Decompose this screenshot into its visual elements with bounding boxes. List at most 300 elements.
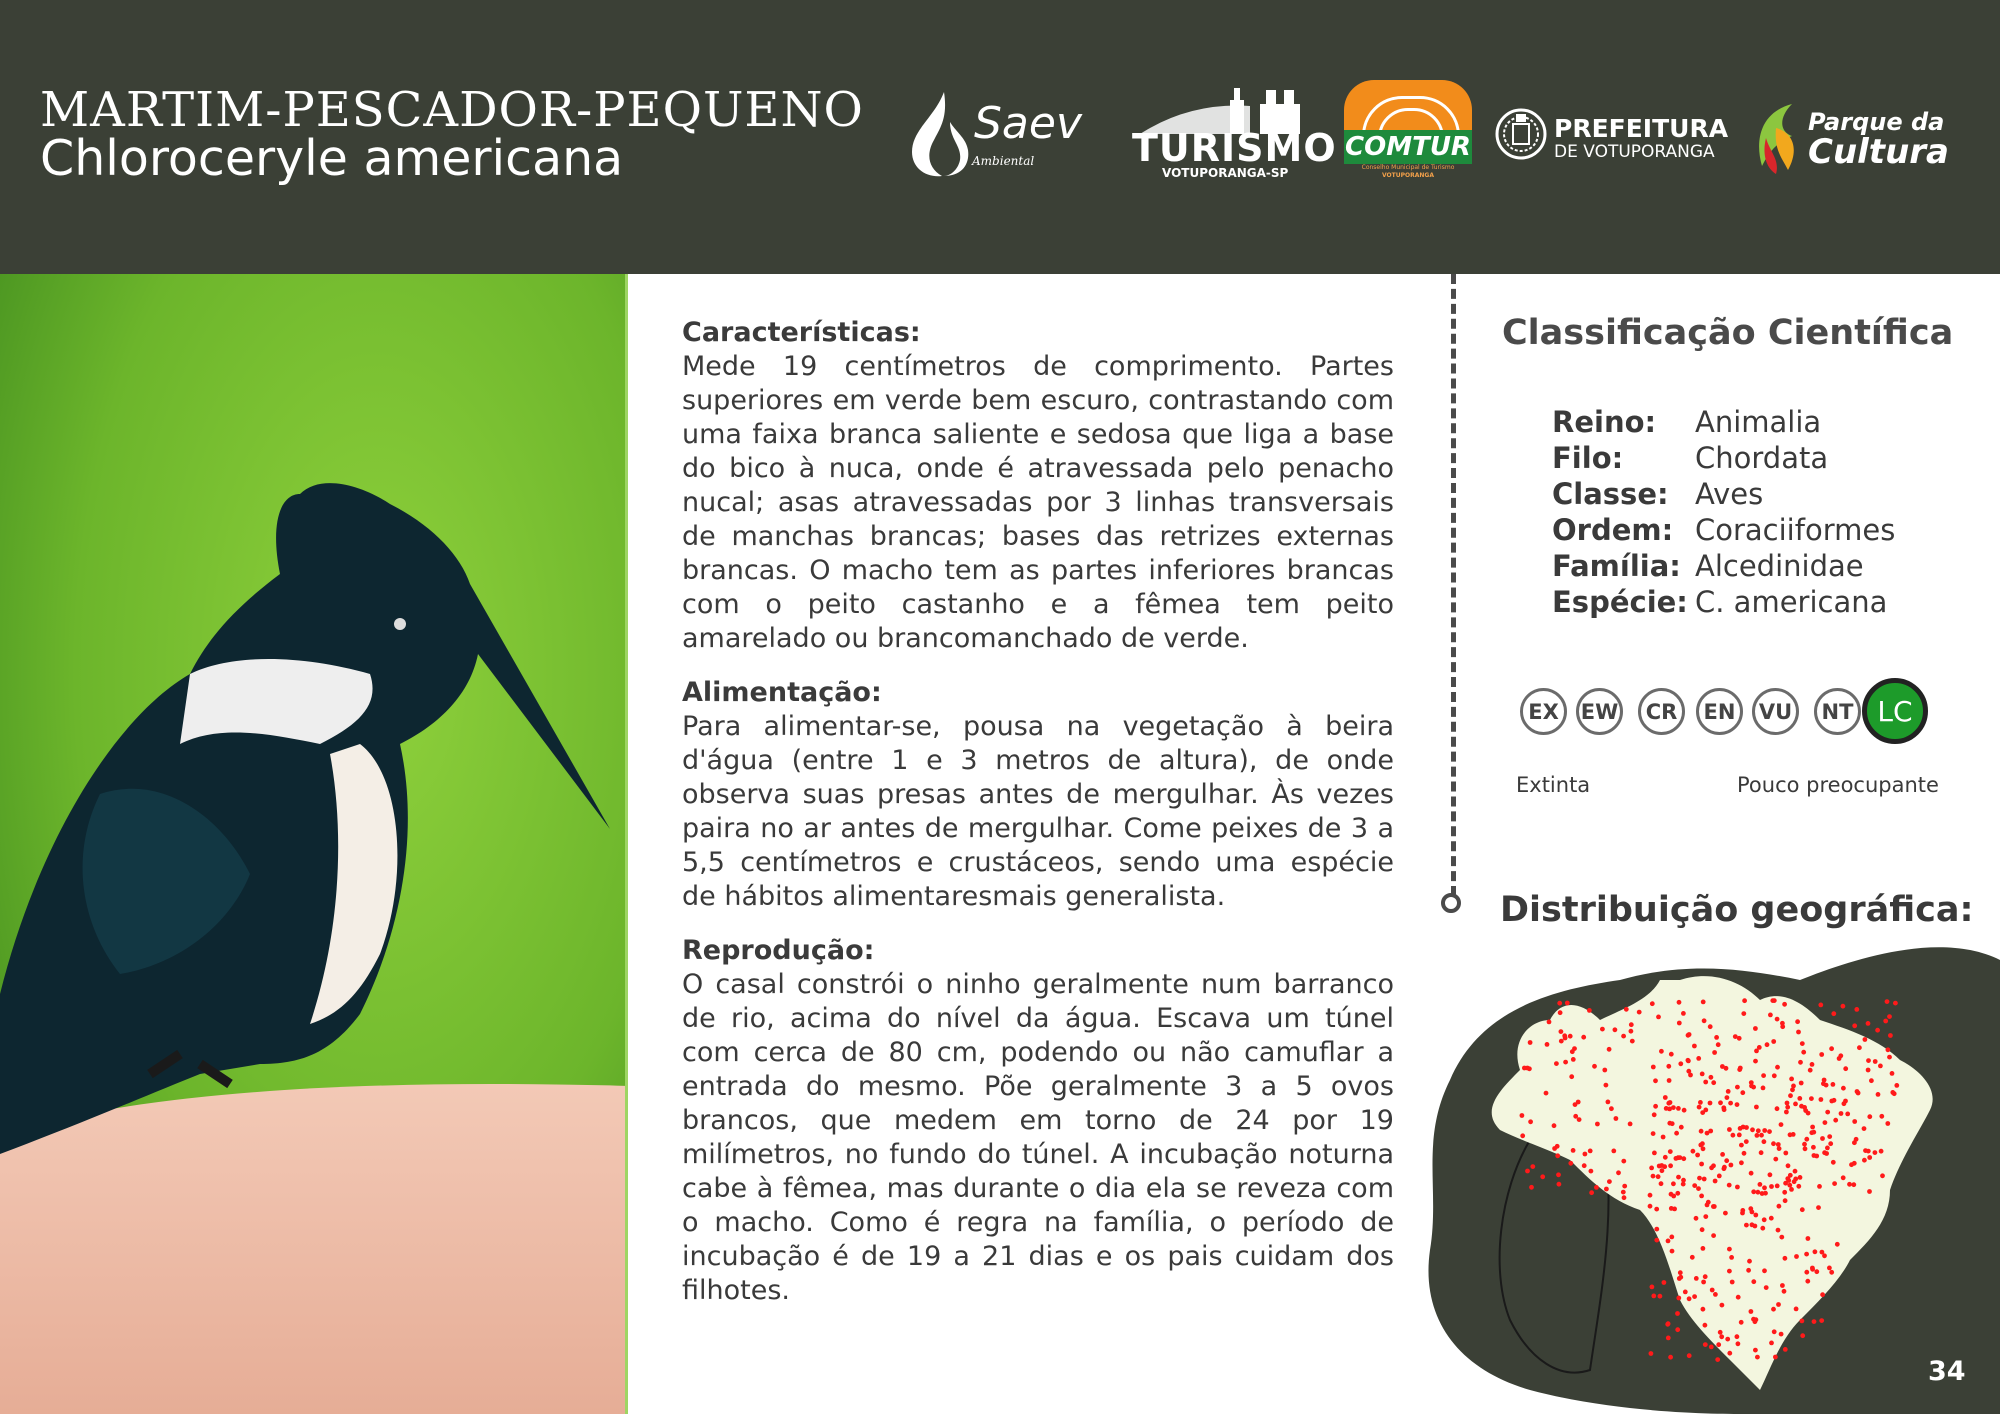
occurrence-dot bbox=[1737, 1036, 1742, 1041]
occurrence-dot bbox=[1753, 1026, 1758, 1031]
occurrence-dot bbox=[1702, 1177, 1707, 1182]
occurrence-dot bbox=[1595, 1122, 1600, 1127]
occurrence-dot bbox=[1810, 1266, 1815, 1271]
occurrence-dot bbox=[1650, 1001, 1655, 1006]
occurrence-dot bbox=[1571, 1148, 1576, 1153]
occurrence-dot bbox=[1768, 1172, 1773, 1177]
occurrence-dot bbox=[1653, 1078, 1658, 1083]
occurrence-dot bbox=[1728, 1101, 1733, 1106]
classification-key: Filo: bbox=[1552, 441, 1624, 475]
occurrence-dot bbox=[1709, 1345, 1714, 1350]
occurrence-dot bbox=[1705, 1203, 1710, 1208]
occurrence-dot bbox=[1775, 1106, 1780, 1111]
classification-key: Classe: bbox=[1552, 477, 1669, 511]
occurrence-dot bbox=[1876, 1092, 1881, 1097]
occurrence-dot bbox=[1799, 1081, 1804, 1086]
occurrence-dot bbox=[1554, 1061, 1559, 1066]
occurrence-dot bbox=[1762, 1139, 1767, 1144]
occurrence-dot bbox=[1703, 1108, 1708, 1113]
occurrence-dot bbox=[1886, 1047, 1891, 1052]
occurrence-dot bbox=[1629, 1022, 1634, 1027]
occurrence-dot bbox=[1651, 1065, 1656, 1070]
occurrence-dot bbox=[1779, 1332, 1784, 1337]
occurrence-dot bbox=[1782, 1002, 1787, 1007]
occurrence-dot bbox=[1841, 1086, 1846, 1091]
occurrence-dot bbox=[1744, 1223, 1749, 1228]
section-title-reproducao: Reprodução: bbox=[682, 935, 875, 966]
occurrence-dot bbox=[1520, 1133, 1525, 1138]
occurrence-dot bbox=[1563, 1036, 1568, 1041]
occurrence-dot bbox=[1751, 1279, 1756, 1284]
occurrence-dot bbox=[1694, 1276, 1699, 1281]
occurrence-dot bbox=[1825, 1110, 1830, 1115]
description-column bbox=[682, 316, 1394, 1328]
occurrence-dot bbox=[1793, 1169, 1798, 1174]
occurrence-dot bbox=[1692, 1044, 1697, 1049]
occurrence-dot bbox=[1863, 1148, 1868, 1153]
occurrence-dot bbox=[1755, 1133, 1760, 1138]
classification-value: C. americana bbox=[1695, 585, 1888, 619]
occurrence-dot bbox=[1677, 1000, 1682, 1005]
occurrence-dot bbox=[1529, 1185, 1534, 1190]
occurrence-dot bbox=[1665, 1322, 1670, 1327]
divider-end-circle bbox=[1441, 893, 1461, 913]
status-badge-ew: EW bbox=[1576, 688, 1623, 735]
occurrence-dot bbox=[1769, 1216, 1774, 1221]
occurrence-dot bbox=[1663, 1095, 1668, 1100]
occurrence-dot bbox=[1769, 1184, 1774, 1189]
occurrence-dot bbox=[1869, 1078, 1874, 1083]
occurrence-dot bbox=[1604, 1083, 1609, 1088]
occurrence-dot bbox=[1557, 1182, 1562, 1187]
occurrence-dot bbox=[1747, 1259, 1752, 1264]
occurrence-dot bbox=[1556, 1172, 1561, 1177]
occurrence-dot bbox=[1829, 1270, 1834, 1275]
occurrence-dot bbox=[1668, 1355, 1673, 1360]
occurrence-dot bbox=[1725, 1095, 1730, 1100]
occurrence-dot bbox=[1674, 1131, 1679, 1136]
occurrence-dot bbox=[1727, 1127, 1732, 1132]
occurrence-dot bbox=[1735, 1334, 1740, 1339]
occurrence-dot bbox=[1776, 1302, 1781, 1307]
occurrence-dot bbox=[1696, 1056, 1701, 1061]
occurrence-dot bbox=[1744, 1125, 1749, 1130]
occurrence-dot bbox=[1729, 1163, 1734, 1168]
occurrence-dot bbox=[1835, 1242, 1840, 1247]
occurrence-dot bbox=[1651, 1131, 1656, 1136]
occurrence-dot bbox=[1788, 1173, 1793, 1178]
occurrence-dot bbox=[1888, 1033, 1893, 1038]
occurrence-dot bbox=[1628, 1122, 1633, 1127]
occurrence-dot bbox=[1658, 1294, 1663, 1299]
occurrence-dot bbox=[1622, 1195, 1627, 1200]
occurrence-dot bbox=[1662, 1280, 1667, 1285]
occurrence-dot bbox=[1827, 1266, 1832, 1271]
occurrence-dot bbox=[1594, 1185, 1599, 1190]
occurrence-dot bbox=[1841, 1175, 1846, 1180]
occurrence-dot bbox=[1525, 1066, 1530, 1071]
occurrence-dot bbox=[1885, 999, 1890, 1004]
occurrence-dot bbox=[1753, 1213, 1758, 1218]
occurrence-dot bbox=[1866, 1068, 1871, 1073]
occurrence-dot bbox=[1756, 1190, 1761, 1195]
occurrence-dot bbox=[1753, 1059, 1758, 1064]
occurrence-dot bbox=[1750, 1222, 1755, 1227]
occurrence-dot bbox=[1697, 1105, 1702, 1110]
occurrence-dot bbox=[1671, 1105, 1676, 1110]
occurrence-dot bbox=[1651, 1294, 1656, 1299]
occurrence-dot bbox=[1661, 1135, 1666, 1140]
occurrence-dot bbox=[1824, 1151, 1829, 1156]
prefeitura-logo-line1: PREFEITURA bbox=[1554, 114, 1729, 143]
occurrence-dot bbox=[1692, 1183, 1697, 1188]
occurrence-dot bbox=[1761, 1073, 1766, 1078]
occurrence-dot bbox=[1810, 1062, 1815, 1067]
occurrence-dot bbox=[1588, 1149, 1593, 1154]
occurrence-dot bbox=[1703, 1342, 1708, 1347]
occurrence-dot bbox=[1683, 1290, 1688, 1295]
occurrence-dot bbox=[1803, 1146, 1808, 1151]
occurrence-dot bbox=[1686, 1069, 1691, 1074]
occurrence-dot bbox=[1695, 1153, 1700, 1158]
occurrence-dot bbox=[1765, 1042, 1770, 1047]
occurrence-dot bbox=[1726, 1089, 1731, 1094]
occurrence-dot bbox=[1773, 1355, 1778, 1360]
occurrence-dot bbox=[1676, 1175, 1681, 1180]
turismo-logo-name: TURISMO bbox=[1132, 126, 1337, 170]
occurrence-dot bbox=[1862, 1158, 1867, 1163]
occurrence-dot bbox=[1666, 1101, 1671, 1106]
occurrence-dot bbox=[1654, 1238, 1659, 1243]
occurrence-dot bbox=[1739, 1160, 1744, 1165]
occurrence-dot bbox=[1701, 1280, 1706, 1285]
occurrence-dot bbox=[1843, 1099, 1848, 1104]
occurrence-dot bbox=[1577, 1117, 1582, 1122]
occurrence-dot bbox=[1873, 1150, 1878, 1155]
occurrence-dot bbox=[1630, 1039, 1635, 1044]
occurrence-dot bbox=[1705, 1131, 1710, 1136]
occurrence-dot bbox=[1769, 1341, 1774, 1346]
occurrence-dot bbox=[1794, 1307, 1799, 1312]
occurrence-dot bbox=[1827, 1134, 1832, 1139]
kingfisher-photo bbox=[0, 274, 628, 1414]
occurrence-dot bbox=[1785, 1105, 1790, 1110]
occurrence-dot bbox=[1829, 1046, 1834, 1051]
occurrence-dot bbox=[1867, 1114, 1872, 1119]
occurrence-dot bbox=[1719, 1334, 1724, 1339]
occurrence-dot bbox=[1804, 1252, 1809, 1257]
occurrence-dot bbox=[1809, 1130, 1814, 1135]
classification-row bbox=[1552, 585, 1887, 619]
occurrence-dot bbox=[1714, 1035, 1719, 1040]
occurrence-dot bbox=[1831, 1011, 1836, 1016]
occurrence-dot bbox=[1568, 1034, 1573, 1039]
occurrence-dot bbox=[1890, 1071, 1895, 1076]
occurrence-dot bbox=[1760, 1226, 1765, 1231]
occurrence-dot bbox=[1833, 1118, 1838, 1123]
occurrence-dot bbox=[1530, 1164, 1535, 1169]
occurrence-dot bbox=[1866, 1021, 1871, 1026]
parque-cultura-logo bbox=[1752, 98, 1952, 178]
occurrence-dot bbox=[1751, 1189, 1756, 1194]
occurrence-dot bbox=[1670, 1121, 1675, 1126]
occurrence-dot bbox=[1755, 1355, 1760, 1360]
occurrence-dot bbox=[1786, 1163, 1791, 1168]
occurrence-dot bbox=[1879, 1114, 1884, 1119]
occurrence-dot bbox=[1686, 1033, 1691, 1038]
occurrence-dot bbox=[1559, 1039, 1564, 1044]
occurrence-dot bbox=[1678, 1270, 1683, 1275]
occurrence-dot bbox=[1812, 1319, 1817, 1324]
occurrence-dot bbox=[1816, 1205, 1821, 1210]
section-title-alimentacao: Alimentação: bbox=[682, 677, 882, 708]
occurrence-dot bbox=[1802, 1142, 1807, 1147]
occurrence-dot bbox=[1701, 1000, 1706, 1005]
occurrence-dot bbox=[1731, 1133, 1736, 1138]
occurrence-dot bbox=[1817, 1184, 1822, 1189]
classification-value: Aves bbox=[1695, 477, 1764, 511]
occurrence-dot bbox=[1867, 1189, 1872, 1194]
status-badge-cr: CR bbox=[1638, 688, 1685, 735]
occurrence-dot bbox=[1797, 1096, 1802, 1101]
occurrence-dot bbox=[1528, 1119, 1533, 1124]
occurrence-dot bbox=[1602, 1068, 1607, 1073]
occurrence-dot bbox=[1801, 1050, 1806, 1055]
classification-row bbox=[1552, 405, 1821, 439]
occurrence-dot bbox=[1694, 1216, 1699, 1221]
occurrence-dot bbox=[1723, 1211, 1728, 1216]
occurrence-dot bbox=[1847, 1182, 1852, 1187]
occurrence-dot bbox=[1805, 1279, 1810, 1284]
turismo-logo bbox=[1130, 82, 1337, 180]
occurrence-dot bbox=[1883, 1019, 1888, 1024]
occurrence-dot bbox=[1777, 1204, 1782, 1209]
occurrence-dot bbox=[1811, 1145, 1816, 1150]
occurrence-dot bbox=[1831, 1160, 1836, 1165]
occurrence-dot bbox=[1699, 1129, 1704, 1134]
occurrence-dot bbox=[1735, 1185, 1740, 1190]
occurrence-dot bbox=[1832, 1181, 1837, 1186]
occurrence-dot bbox=[1794, 1254, 1799, 1259]
section-title-caracteristicas: Características: bbox=[682, 317, 921, 348]
comtur-logo bbox=[1344, 80, 1472, 180]
occurrence-dot bbox=[1703, 1080, 1708, 1085]
occurrence-dot bbox=[1604, 1187, 1609, 1192]
occurrence-dot bbox=[1720, 1152, 1725, 1157]
occurrence-dot bbox=[1675, 1327, 1680, 1332]
status-badge-en: EN bbox=[1696, 688, 1743, 735]
occurrence-dot bbox=[1563, 1060, 1568, 1065]
saev-logo-name: Saev bbox=[974, 98, 1083, 149]
occurrence-dot bbox=[1748, 1206, 1753, 1211]
occurrence-dot bbox=[1771, 1039, 1776, 1044]
occurrence-dot bbox=[1678, 1275, 1683, 1280]
occurrence-dot bbox=[1671, 1181, 1676, 1186]
occurrence-dot bbox=[1820, 1292, 1825, 1297]
occurrence-dot bbox=[1716, 1042, 1721, 1047]
occurrence-dot bbox=[1649, 1351, 1654, 1356]
occurrence-dot bbox=[1750, 1127, 1755, 1132]
occurrence-dot bbox=[1722, 1166, 1727, 1171]
occurrence-dot bbox=[1525, 1169, 1530, 1174]
occurrence-dot bbox=[1819, 1097, 1824, 1102]
occurrence-dot bbox=[1727, 1247, 1732, 1252]
occurrence-dot bbox=[1820, 1136, 1825, 1141]
occurrence-dot bbox=[1676, 1296, 1681, 1301]
occurrence-dot bbox=[1713, 1179, 1718, 1184]
occurrence-dot bbox=[1790, 1087, 1795, 1092]
occurrence-dot bbox=[1650, 1285, 1655, 1290]
occurrence-dot bbox=[1789, 1077, 1794, 1082]
occurrence-dot bbox=[1699, 1194, 1704, 1199]
occurrence-dot bbox=[1727, 1183, 1732, 1188]
occurrence-dot bbox=[1796, 1184, 1801, 1189]
occurrence-dot bbox=[1737, 1133, 1742, 1138]
saev-logo bbox=[904, 88, 1104, 180]
occurrence-dot bbox=[1800, 1207, 1805, 1212]
classification-key: Ordem: bbox=[1552, 513, 1674, 547]
occurrence-dot bbox=[1708, 1101, 1713, 1106]
occurrence-dot bbox=[1552, 1146, 1557, 1151]
occurrence-dot bbox=[1544, 1091, 1549, 1096]
occurrence-dot bbox=[1557, 1001, 1562, 1006]
occurrence-dot bbox=[1687, 1353, 1692, 1358]
occurrence-dot bbox=[1746, 1268, 1751, 1273]
occurrence-dot bbox=[1637, 1010, 1642, 1015]
status-badge-vu: VU bbox=[1752, 688, 1799, 735]
occurrence-dot bbox=[1741, 1011, 1746, 1016]
occurrence-dot bbox=[1851, 1182, 1856, 1187]
classification-key: Família: bbox=[1552, 549, 1681, 583]
occurrence-dot bbox=[1708, 1024, 1713, 1029]
occurrence-dot bbox=[1862, 1126, 1867, 1131]
occurrence-dot bbox=[1806, 1236, 1811, 1241]
distribution-title: Distribuição geográfica: bbox=[1500, 890, 1974, 930]
occurrence-dot bbox=[1735, 1085, 1740, 1090]
occurrence-dot bbox=[1725, 1337, 1730, 1342]
occurrence-dot bbox=[1676, 1106, 1681, 1111]
occurrence-dot bbox=[1528, 1040, 1533, 1045]
classification-row bbox=[1552, 549, 1864, 583]
classification-key: Espécie: bbox=[1552, 585, 1688, 619]
occurrence-dot bbox=[1739, 1143, 1744, 1148]
occurrence-dot bbox=[1691, 1149, 1696, 1154]
occurrence-dot bbox=[1788, 1093, 1793, 1098]
occurrence-dot bbox=[1651, 1174, 1656, 1179]
occurrence-dot bbox=[1735, 1102, 1740, 1107]
occurrence-dot bbox=[1740, 1208, 1745, 1213]
occurrence-dot bbox=[1715, 1357, 1720, 1362]
page-title: MARTIM-PESCADOR-PEQUENO bbox=[40, 82, 864, 138]
occurrence-dot bbox=[1792, 1179, 1797, 1184]
occurrence-dot bbox=[1621, 1159, 1626, 1164]
occurrence-dot bbox=[1866, 1058, 1871, 1063]
occurrence-dot bbox=[1780, 1283, 1785, 1288]
occurrence-dot bbox=[1854, 1007, 1859, 1012]
occurrence-dot bbox=[1666, 1064, 1671, 1069]
occurrence-dot bbox=[1894, 1083, 1899, 1088]
occurrence-dot bbox=[1779, 1235, 1784, 1240]
occurrence-dot bbox=[1711, 1163, 1716, 1168]
occurrence-dot bbox=[1622, 1184, 1627, 1189]
occurrence-dot bbox=[1799, 1104, 1804, 1109]
occurrence-dot bbox=[1592, 1064, 1597, 1069]
occurrence-dot bbox=[1762, 1268, 1767, 1273]
occurrence-dot bbox=[1808, 1068, 1813, 1073]
occurrence-dot bbox=[1749, 1171, 1754, 1176]
occurrence-dot bbox=[1675, 1311, 1680, 1316]
occurrence-dot bbox=[1845, 1112, 1850, 1117]
classification-row bbox=[1552, 477, 1763, 511]
occurrence-dot bbox=[1800, 1041, 1805, 1046]
occurrence-dot bbox=[1780, 1021, 1785, 1026]
occurrence-dot bbox=[1720, 1303, 1725, 1308]
classification-value: Animalia bbox=[1695, 405, 1822, 439]
occurrence-dot bbox=[1624, 1007, 1629, 1012]
occurrence-dot bbox=[1711, 1080, 1716, 1085]
occurrence-dot bbox=[1669, 1052, 1674, 1057]
occurrence-dot bbox=[1710, 1288, 1715, 1293]
occurrence-dot bbox=[1701, 1307, 1706, 1312]
occurrence-dot bbox=[1547, 1020, 1552, 1025]
occurrence-dot bbox=[1818, 1003, 1823, 1008]
occurrence-dot bbox=[1701, 1246, 1706, 1251]
occurrence-dot bbox=[1648, 1204, 1653, 1209]
occurrence-dot bbox=[1657, 1164, 1662, 1169]
occurrence-dot bbox=[1893, 1001, 1898, 1006]
page-number: 34 bbox=[1928, 1356, 1966, 1387]
occurrence-dot bbox=[1762, 1185, 1767, 1190]
occurrence-dot bbox=[1682, 1108, 1687, 1113]
occurrence-dot bbox=[1552, 1123, 1557, 1128]
occurrence-dot bbox=[1736, 1341, 1741, 1346]
occurrence-dot bbox=[1856, 1091, 1861, 1096]
occurrence-dot bbox=[1654, 1207, 1659, 1212]
occurrence-dot bbox=[1775, 1017, 1780, 1022]
occurrence-dot bbox=[1571, 1057, 1576, 1062]
status-label-left: Extinta bbox=[1516, 773, 1591, 797]
occurrence-dot bbox=[1697, 1176, 1702, 1181]
occurrence-dot bbox=[1674, 1156, 1679, 1161]
occurrence-dot bbox=[1711, 1233, 1716, 1238]
occurrence-dot bbox=[1785, 1101, 1790, 1106]
occurrence-dot bbox=[1565, 1001, 1570, 1006]
occurrence-dot bbox=[1555, 1153, 1560, 1158]
occurrence-dot bbox=[1759, 1150, 1764, 1155]
occurrence-dot bbox=[1843, 1066, 1848, 1071]
occurrence-dot bbox=[1582, 1163, 1587, 1168]
occurrence-dot bbox=[1783, 1347, 1788, 1352]
occurrence-dot bbox=[1730, 1280, 1735, 1285]
occurrence-dot bbox=[1686, 1059, 1691, 1064]
occurrence-dot bbox=[1878, 1064, 1883, 1069]
occurrence-dot bbox=[1656, 1174, 1661, 1179]
occurrence-dot bbox=[1520, 1113, 1525, 1118]
occurrence-dot bbox=[1823, 1120, 1828, 1125]
occurrence-dot bbox=[1558, 1010, 1563, 1015]
occurrence-dot bbox=[1568, 1161, 1573, 1166]
occurrence-dot bbox=[1559, 1029, 1564, 1034]
occurrence-dot bbox=[1724, 1158, 1729, 1163]
occurrence-dot bbox=[1696, 1186, 1701, 1191]
occurrence-dot bbox=[1771, 1307, 1776, 1312]
occurrence-dot bbox=[1611, 1149, 1616, 1154]
occurrence-dot bbox=[1692, 1294, 1697, 1299]
occurrence-dot bbox=[1773, 1157, 1778, 1162]
occurrence-dot bbox=[1800, 1333, 1805, 1338]
occurrence-dot bbox=[1841, 1004, 1846, 1009]
occurrence-dot bbox=[1712, 1050, 1717, 1055]
